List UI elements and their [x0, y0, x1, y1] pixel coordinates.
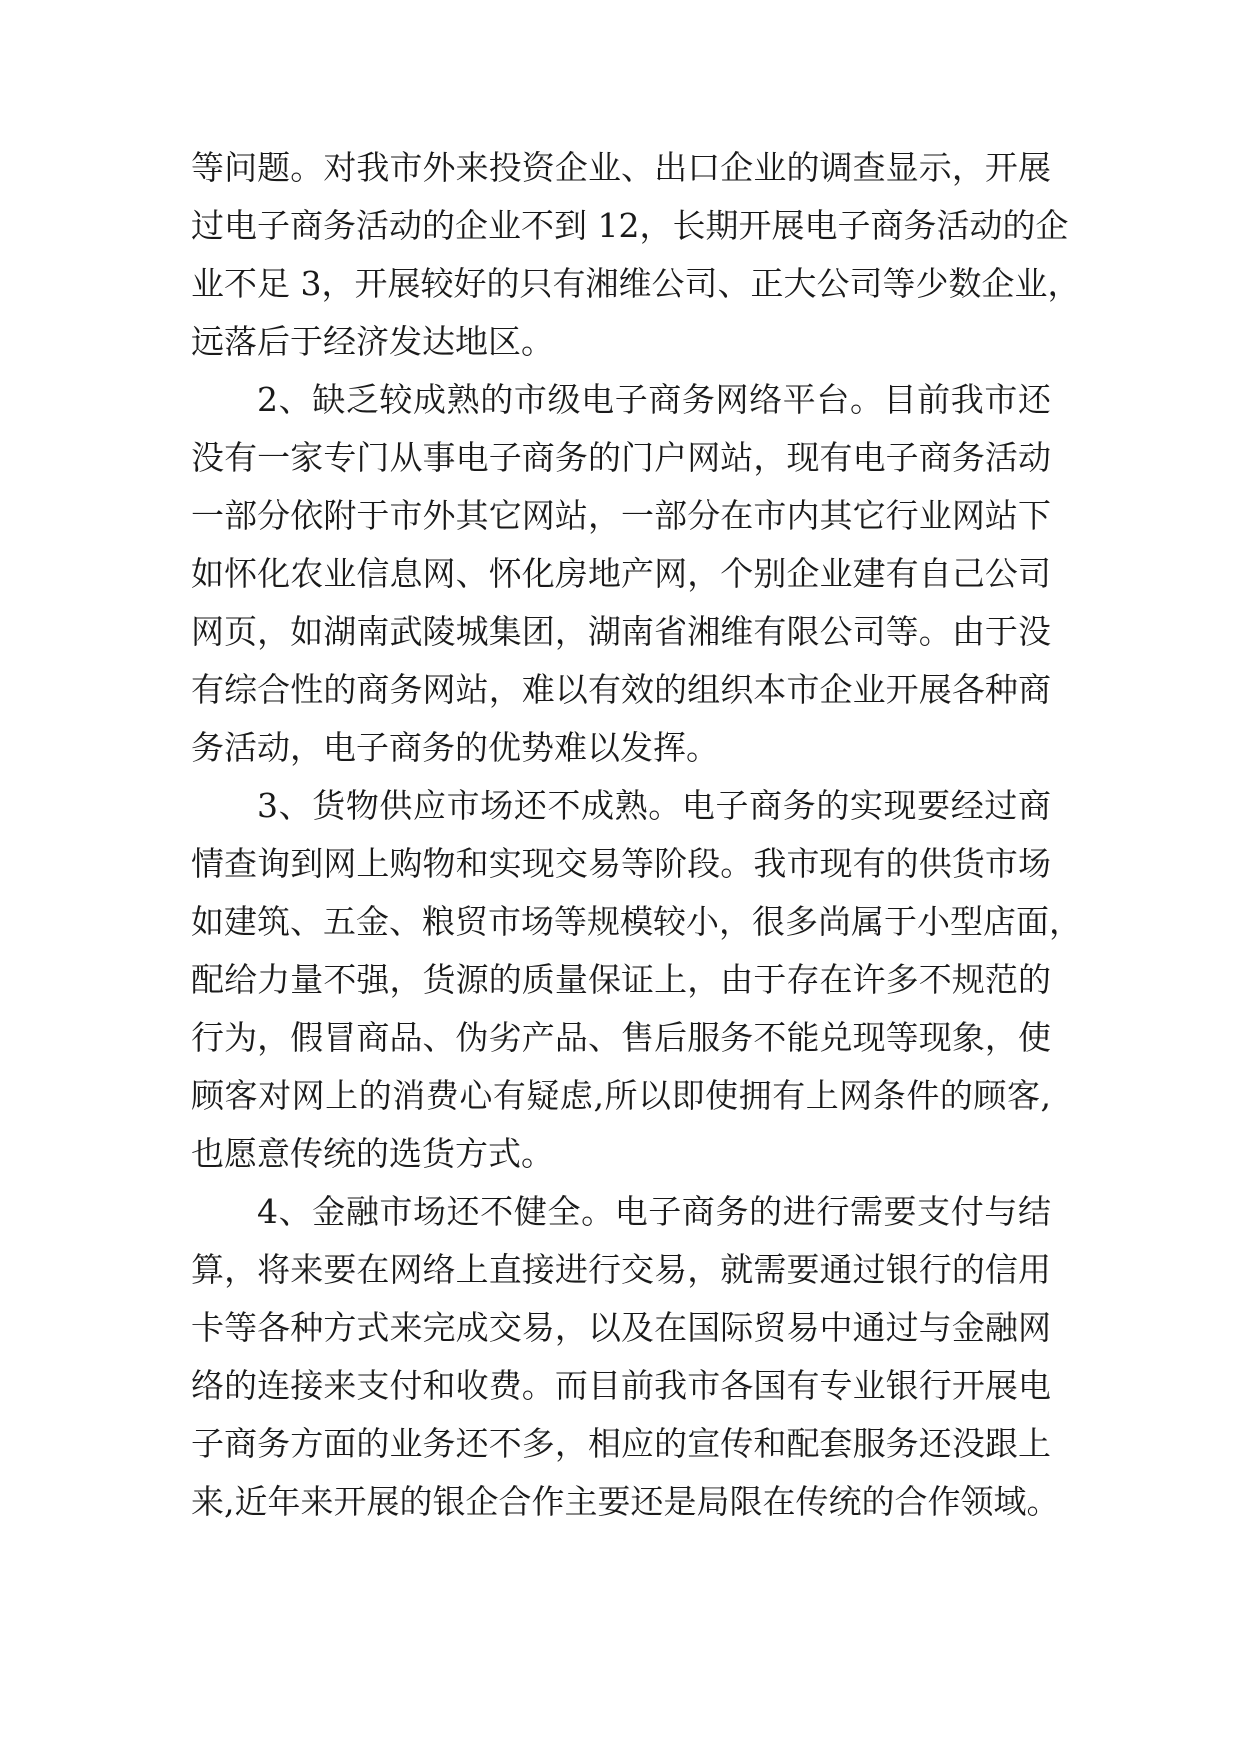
- text-line: 过电子商务活动的企业不到 12，长期开展电子商务活动的企: [191, 206, 1069, 245]
- text-line: 情查询到网上购物和实现交易等阶段。我市现有的供货市场: [191, 844, 1051, 883]
- text-line: 算，将来要在网络上直接进行交易，就需要通过银行的信用: [191, 1250, 1051, 1289]
- text-line: 也愿意传统的选货方式。: [191, 1134, 554, 1173]
- text-line: 来,近年来开展的银企合作主要还是局限在传统的合作领域。: [191, 1482, 1060, 1521]
- paragraph-3-first-line: 3、货物供应市场还不成熟。电子商务的实现要经过商: [257, 786, 1051, 825]
- text-line: 等问题。对我市外来投资企业、出口企业的调查显示，开展: [191, 148, 1051, 187]
- text-line: 行为，假冒商品、伪劣产品、售后服务不能兑现等现象，使: [191, 1018, 1051, 1057]
- text-line: 网页，如湖南武陵城集团，湖南省湘维有限公司等。由于没: [191, 612, 1051, 651]
- text-line: 有综合性的商务网站，难以有效的组织本市企业开展各种商: [191, 670, 1051, 709]
- text-line: 没有一家专门从事电子商务的门户网站，现有电子商务活动: [191, 438, 1051, 477]
- paragraph-2-first-line: 2、缺乏较成熟的市级电子商务网络平台。目前我市还: [257, 380, 1051, 419]
- text-line: 配给力量不强，货源的质量保证上，由于存在许多不规范的: [191, 960, 1051, 999]
- paragraph-4-first-line: 4、金融市场还不健全。电子商务的进行需要支付与结: [257, 1192, 1051, 1231]
- text-line: 顾客对网上的消费心有疑虑,所以即使拥有上网条件的顾客,: [191, 1076, 1051, 1115]
- text-line: 一部分依附于市外其它网站，一部分在市内其它行业网站下: [191, 496, 1051, 535]
- text-line: 业不足 3，开展较好的只有湘维公司、正大公司等少数企业，: [191, 264, 1081, 303]
- text-line: 务活动，电子商务的优势难以发挥。: [191, 728, 719, 767]
- text-line: 如怀化农业信息网、怀化房地产网，个别企业建有自己公司: [191, 554, 1051, 593]
- text-line: 卡等各种方式来完成交易，以及在国际贸易中通过与金融网: [191, 1308, 1051, 1347]
- text-line: 如建筑、五金、粮贸市场等规模较小，很多尚属于小型店面，: [191, 902, 1082, 941]
- text-line: 远落后于经济发达地区。: [191, 322, 554, 361]
- text-line: 络的连接来支付和收费。而目前我市各国有专业银行开展电: [191, 1366, 1051, 1405]
- text-line: 子商务方面的业务还不多，相应的宣传和配套服务还没跟上: [191, 1424, 1051, 1463]
